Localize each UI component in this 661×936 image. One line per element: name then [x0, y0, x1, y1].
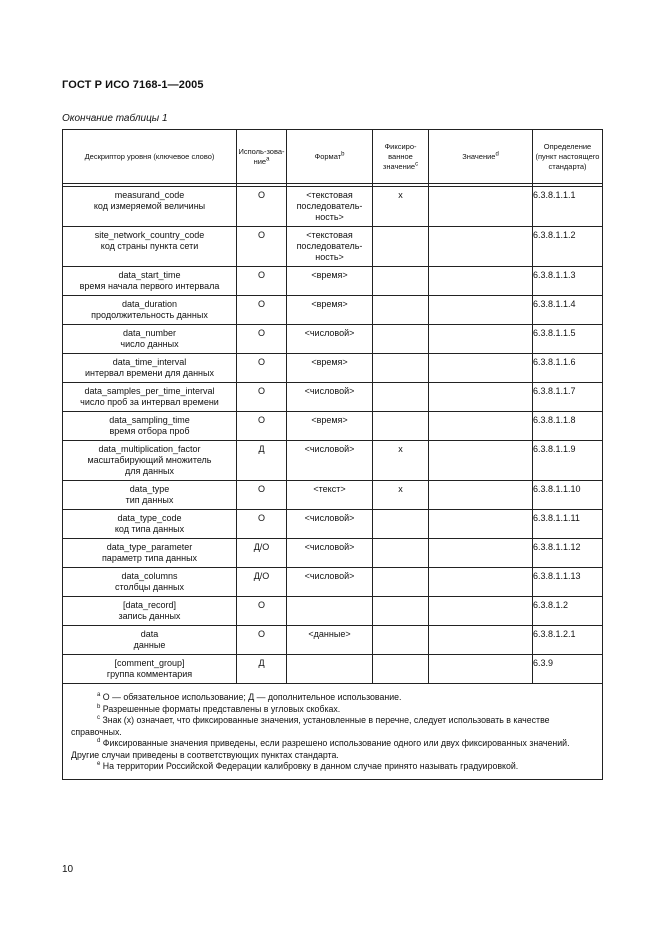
footnote-mark: d — [495, 151, 499, 157]
fixed-value-cell — [373, 354, 429, 383]
fixed-value-cell — [373, 597, 429, 626]
usage-cell: О — [237, 227, 287, 267]
descriptor-description: масштабирующий множитель — [87, 455, 212, 465]
descriptor-cell — [63, 227, 237, 267]
table-row — [63, 412, 603, 441]
descriptor-description: время начала первого интервала — [79, 281, 220, 291]
descriptor-keyword: data_duration — [121, 299, 178, 309]
format-cell: <время> — [287, 412, 373, 441]
definition-cell: 6.3.8.1.1.2 — [533, 227, 603, 267]
descriptor-keyword: [comment_group] — [114, 658, 185, 668]
usage-cell: Д/О — [237, 539, 287, 568]
specification-table — [62, 129, 603, 780]
descriptor-keyword: [data_record] — [122, 600, 177, 610]
footnote-text: Фиксированные значения приведены, если разрешено использование одного или двух фиксированных значений. Другие случаи приведены в соответствующих пунктах стандарта. — [71, 738, 570, 760]
descriptor-description: время отбора проб — [109, 426, 190, 436]
col-header-format-text: Формат — [314, 151, 342, 161]
descriptor-keyword: data — [140, 629, 159, 639]
descriptor-cell — [63, 597, 237, 626]
fixed-value-cell: x — [373, 187, 429, 227]
usage-cell: Д/О — [237, 568, 287, 597]
descriptor-description: код измеряемой величины — [93, 201, 206, 211]
usage-cell: О — [237, 267, 287, 296]
fixed-value-cell — [373, 655, 429, 684]
footnote-mark: e — [97, 761, 101, 768]
format-cell: <данные> — [287, 626, 373, 655]
value-cell — [429, 296, 533, 325]
descriptor-keyword: site_network_country_code — [94, 230, 205, 240]
fixed-value-cell — [373, 325, 429, 354]
descriptor-cell — [63, 568, 237, 597]
descriptor-cell — [63, 187, 237, 227]
table-row — [63, 655, 603, 684]
value-cell — [429, 325, 533, 354]
footnote-mark: c — [415, 161, 419, 167]
col-header-definition — [533, 130, 603, 184]
col-header-fixed-text: Фиксиро-ванное значение — [382, 141, 417, 171]
footnote — [71, 761, 594, 773]
definition-cell: 6.3.8.1.1.13 — [533, 568, 603, 597]
usage-cell: О — [237, 383, 287, 412]
usage-cell: О — [237, 296, 287, 325]
fixed-value-cell — [373, 626, 429, 655]
col-header-usage-text: Исполь-зова-ние — [238, 146, 285, 166]
usage-cell: О — [237, 325, 287, 354]
col-header-value-text: Значение — [462, 151, 496, 161]
footnote — [71, 692, 594, 704]
value-cell — [429, 597, 533, 626]
footnote-mark: b — [97, 703, 101, 710]
format-cell: <текст> — [287, 481, 373, 510]
descriptor-keyword: measurand_code — [114, 190, 185, 200]
descriptor-cell — [63, 539, 237, 568]
definition-cell: 6.3.8.1.1.12 — [533, 539, 603, 568]
fixed-value-cell — [373, 296, 429, 325]
table-row — [63, 510, 603, 539]
fixed-value-cell: x — [373, 441, 429, 481]
usage-cell: Д — [237, 441, 287, 481]
table-row — [63, 296, 603, 325]
format-cell — [287, 597, 373, 626]
value-cell — [429, 626, 533, 655]
format-cell: <числовой> — [287, 441, 373, 481]
descriptor-keyword: data_start_time — [118, 270, 181, 280]
table-row — [63, 597, 603, 626]
descriptor-keyword: data_type — [129, 484, 170, 494]
descriptor-description: параметр типа данных — [101, 553, 198, 563]
col-header-usage — [237, 130, 287, 184]
value-cell — [429, 267, 533, 296]
descriptor-description: тип данных — [125, 495, 174, 505]
format-cell: <числовой> — [287, 539, 373, 568]
descriptor-description: столбцы данных — [114, 582, 185, 592]
descriptor-description: данные — [133, 640, 166, 650]
definition-cell: 6.3.8.1.1.5 — [533, 325, 603, 354]
descriptor-description: для данных — [124, 466, 175, 476]
usage-cell: О — [237, 187, 287, 227]
format-cell — [287, 655, 373, 684]
table-caption: Окончание таблицы 1 — [62, 113, 168, 124]
table-row — [63, 568, 603, 597]
descriptor-keyword: data_samples_per_time_interval — [84, 386, 215, 396]
footnote-text: Знак (x) означает, что фиксированные значения, установленные в перечне, следует использовать в качестве справочных. — [71, 715, 550, 737]
descriptor-cell — [63, 383, 237, 412]
format-cell: <числовой> — [287, 568, 373, 597]
footnotes-row — [63, 684, 603, 780]
format-cell: <текстовая последователь-ность> — [287, 187, 373, 227]
definition-cell: 6.3.8.1.1.9 — [533, 441, 603, 481]
descriptor-cell — [63, 481, 237, 510]
table-row — [63, 539, 603, 568]
table-row — [63, 383, 603, 412]
descriptor-description: интервал времени для данных — [85, 368, 214, 378]
footnote-text: О — обязательное использование; Д — дополнительное использование. — [102, 692, 402, 702]
descriptor-keyword: data_number — [122, 328, 177, 338]
descriptor-cell — [63, 325, 237, 354]
descriptor-keyword: data_type_parameter — [106, 542, 193, 552]
footnote-mark: a — [97, 692, 101, 699]
value-cell — [429, 354, 533, 383]
footnote-mark: a — [266, 156, 270, 162]
definition-cell: 6.3.8.1.1.11 — [533, 510, 603, 539]
col-header-descriptor — [63, 130, 237, 184]
descriptor-description: код типа данных — [114, 524, 185, 534]
fixed-value-cell: x — [373, 481, 429, 510]
descriptor-description: число проб за интервал времени — [80, 397, 219, 407]
format-cell: <время> — [287, 296, 373, 325]
format-cell: <числовой> — [287, 510, 373, 539]
descriptor-cell — [63, 412, 237, 441]
definition-cell: 6.3.8.1.2.1 — [533, 626, 603, 655]
usage-cell: О — [237, 481, 287, 510]
page-number: 10 — [62, 864, 74, 875]
value-cell — [429, 441, 533, 481]
descriptor-cell — [63, 655, 237, 684]
definition-cell: 6.3.8.1.1.10 — [533, 481, 603, 510]
descriptor-cell — [63, 296, 237, 325]
footnote — [71, 738, 594, 761]
fixed-value-cell — [373, 412, 429, 441]
fixed-value-cell — [373, 267, 429, 296]
descriptor-cell — [63, 441, 237, 481]
footnote-text: Разрешенные форматы представлены в угловых скобках. — [102, 703, 341, 714]
definition-cell: 6.3.8.1.1.1 — [533, 187, 603, 227]
value-cell — [429, 383, 533, 412]
usage-cell: О — [237, 626, 287, 655]
usage-cell: Д — [237, 655, 287, 684]
usage-cell: О — [237, 510, 287, 539]
col-header-fixed-value — [373, 130, 429, 184]
fixed-value-cell — [373, 383, 429, 412]
footnotes-cell — [63, 684, 603, 780]
document-header: ГОСТ Р ИСО 7168-1—2005 — [62, 79, 204, 91]
table-header-row — [63, 130, 603, 184]
descriptor-description: число данных — [120, 339, 179, 349]
definition-cell: 6.3.8.1.2 — [533, 597, 603, 626]
footnote — [71, 715, 594, 738]
fixed-value-cell — [373, 539, 429, 568]
table-row — [63, 441, 603, 481]
value-cell — [429, 187, 533, 227]
descriptor-description: запись данных — [118, 611, 181, 621]
table-row — [63, 481, 603, 510]
footnote-mark: d — [97, 738, 101, 745]
table-row — [63, 325, 603, 354]
format-cell: <числовой> — [287, 383, 373, 412]
col-header-format — [287, 130, 373, 184]
descriptor-cell — [63, 626, 237, 655]
table-row — [63, 626, 603, 655]
value-cell — [429, 568, 533, 597]
value-cell — [429, 412, 533, 441]
table-row — [63, 187, 603, 227]
format-cell: <текстовая последователь-ность> — [287, 227, 373, 267]
value-cell — [429, 655, 533, 684]
col-header-value — [429, 130, 533, 184]
definition-cell: 6.3.8.1.1.8 — [533, 412, 603, 441]
format-cell: <время> — [287, 354, 373, 383]
descriptor-keyword: data_columns — [121, 571, 178, 581]
value-cell — [429, 510, 533, 539]
descriptor-keyword: data_sampling_time — [109, 415, 190, 425]
usage-cell: О — [237, 412, 287, 441]
definition-cell: 6.3.8.1.1.4 — [533, 296, 603, 325]
format-cell: <время> — [287, 267, 373, 296]
footnote-mark: c — [97, 715, 100, 722]
footnote-text: На территории Российской Федерации калибровку в данном случае принято называть градуировкой. — [102, 761, 519, 771]
fixed-value-cell — [373, 510, 429, 539]
table-row — [63, 227, 603, 267]
value-cell — [429, 481, 533, 510]
descriptor-cell — [63, 354, 237, 383]
format-cell: <числовой> — [287, 325, 373, 354]
table-row — [63, 267, 603, 296]
descriptor-description: группа комментария — [106, 669, 193, 679]
descriptor-keyword: data_multiplication_factor — [98, 444, 201, 454]
col-header-descriptor-text: Дескриптор уровня (ключевое слово) — [84, 151, 215, 161]
fixed-value-cell — [373, 568, 429, 597]
descriptor-cell — [63, 267, 237, 296]
usage-cell: О — [237, 354, 287, 383]
footnote-mark: b — [341, 151, 345, 157]
definition-cell: 6.3.8.1.1.3 — [533, 267, 603, 296]
descriptor-keyword: data_time_interval — [112, 357, 187, 367]
definition-cell: 6.3.8.1.1.7 — [533, 383, 603, 412]
value-cell — [429, 539, 533, 568]
col-header-definition-text: Определение (пункт настоящего стандарта) — [535, 141, 600, 171]
footnote — [71, 704, 594, 716]
descriptor-cell — [63, 510, 237, 539]
value-cell — [429, 227, 533, 267]
definition-cell: 6.3.8.1.1.6 — [533, 354, 603, 383]
definition-cell: 6.3.9 — [533, 655, 603, 684]
descriptor-description: продолжительность данных — [91, 310, 208, 320]
descriptor-keyword: data_type_code — [117, 513, 182, 523]
fixed-value-cell — [373, 227, 429, 267]
descriptor-description: код страны пункта сети — [100, 241, 199, 251]
usage-cell: О — [237, 597, 287, 626]
table-row — [63, 354, 603, 383]
